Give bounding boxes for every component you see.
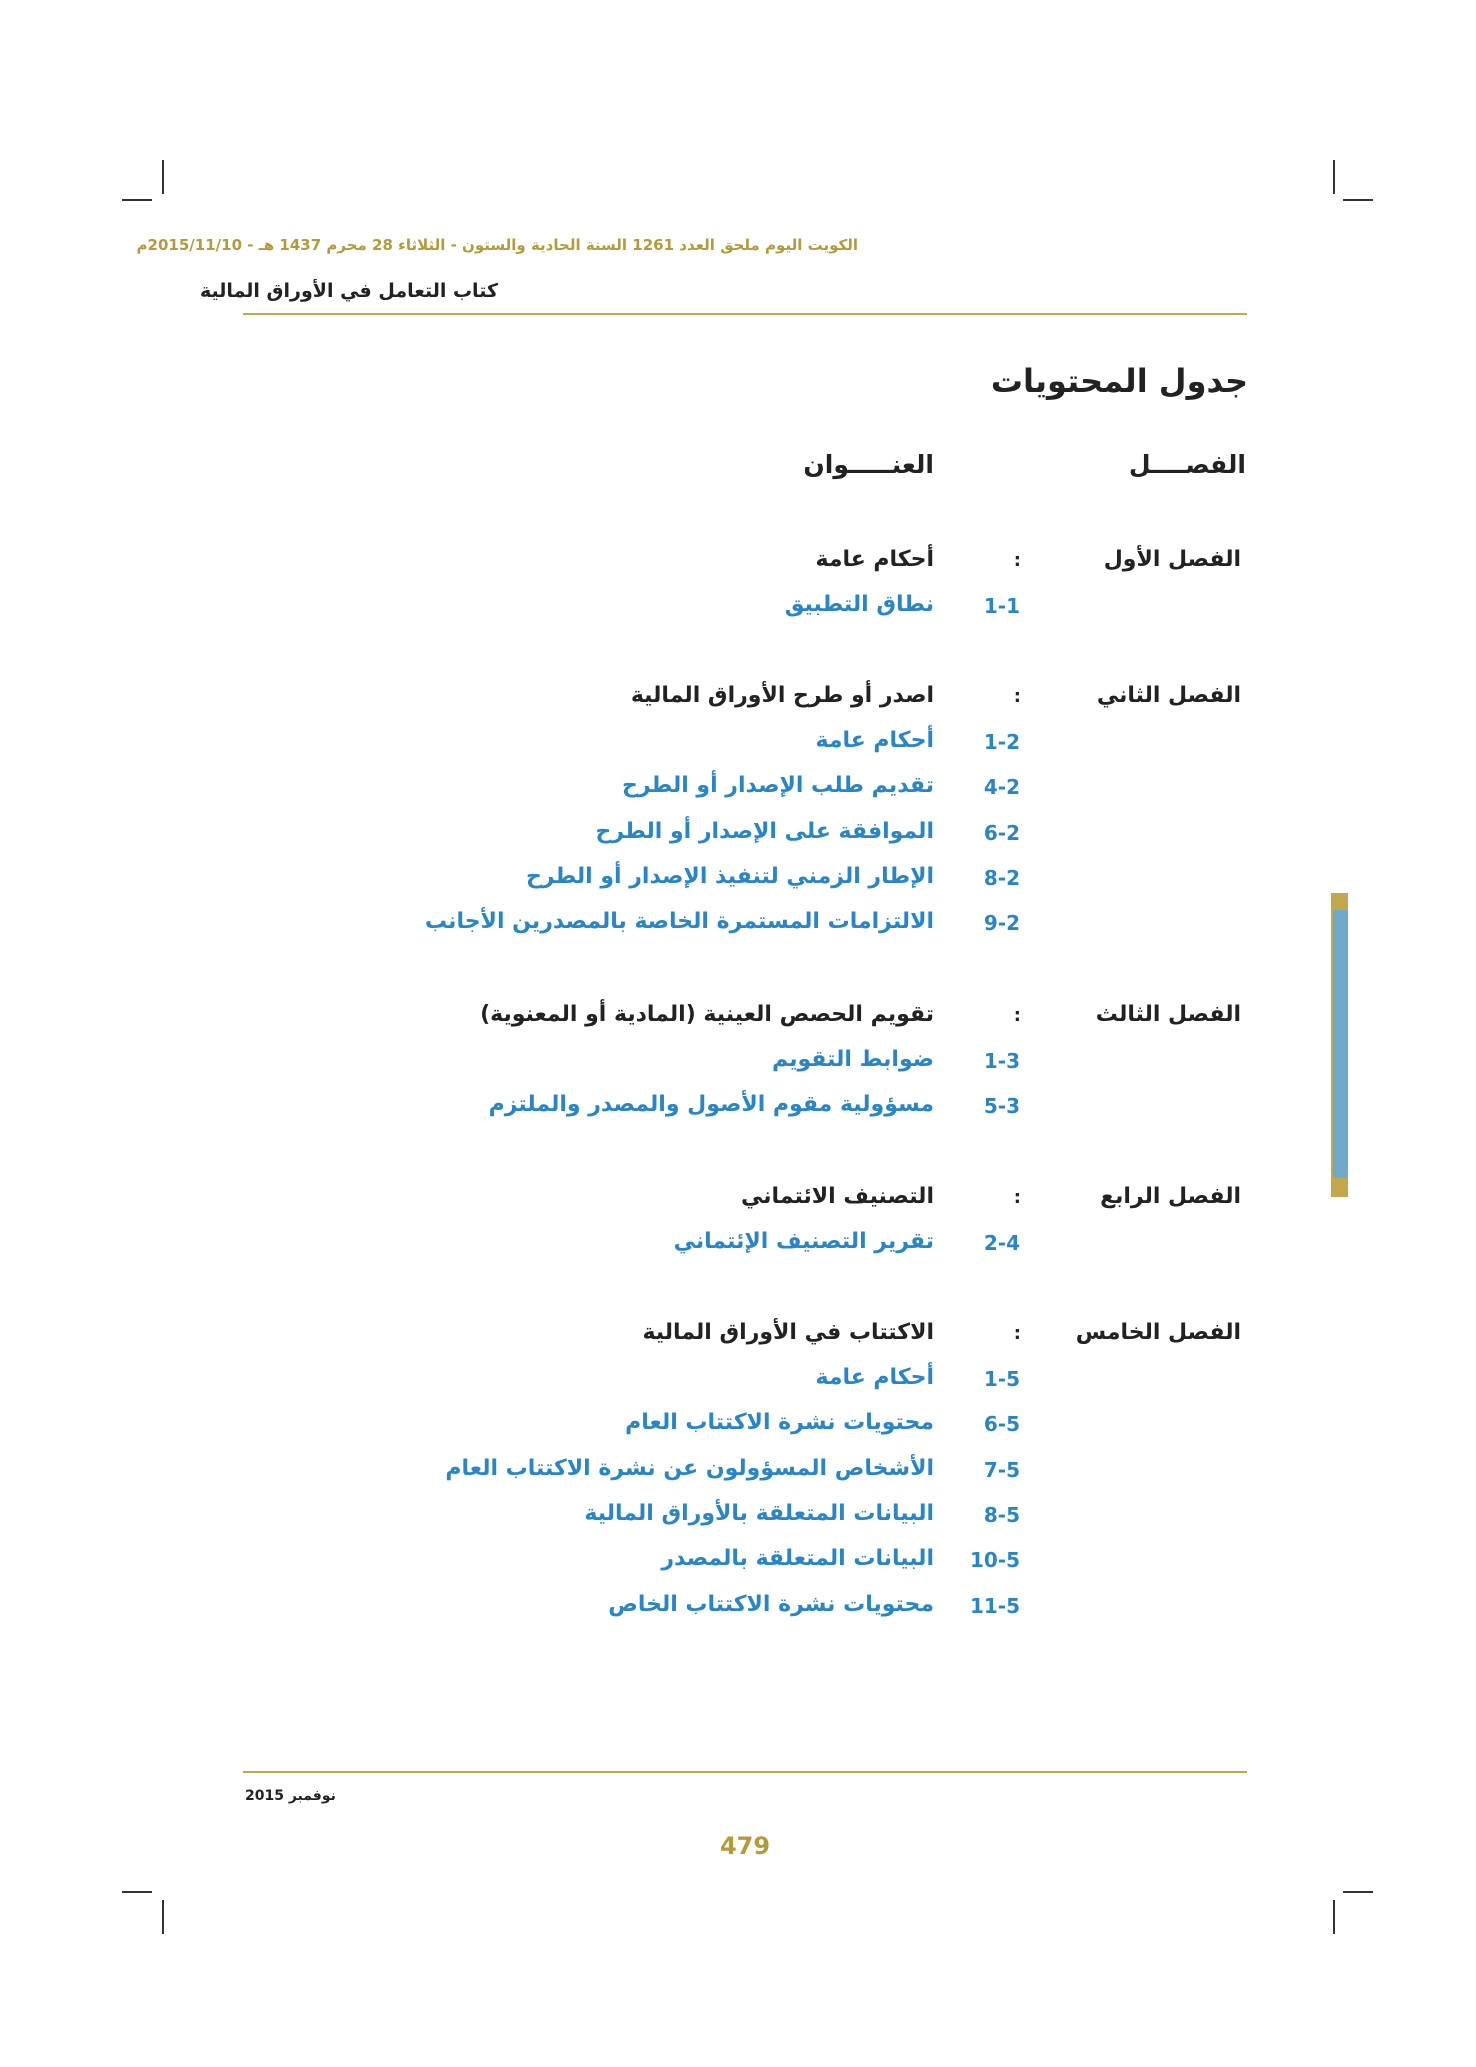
crop-mark [122, 1891, 152, 1893]
section-link[interactable]: مسؤولية مقوم الأصول والمصدر والملتزم [488, 1092, 934, 1117]
crop-mark [1333, 1900, 1335, 1934]
section-number[interactable]: 2-4 [983, 1231, 1020, 1255]
section-number[interactable]: 5-3 [983, 1094, 1020, 1118]
section-number[interactable]: 8-5 [983, 1503, 1020, 1527]
chapter-name: الفصل الثالث [1095, 1002, 1241, 1027]
crop-mark [122, 199, 152, 201]
crop-mark [1343, 199, 1373, 201]
section-link[interactable]: محتويات نشرة الاكتتاب الخاص [608, 1592, 934, 1617]
section-number[interactable]: 4-2 [983, 775, 1020, 799]
crop-mark [1333, 160, 1335, 194]
section-number[interactable]: 7-5 [983, 1458, 1020, 1482]
chapter-colon: : [1013, 1187, 1021, 1208]
section-number[interactable]: 8-2 [983, 866, 1020, 890]
section-link[interactable]: الموافقة على الإصدار أو الطرح [595, 819, 934, 844]
chapter-title: التصنيف الائتماني [741, 1184, 934, 1209]
chapter-colon: : [1013, 1323, 1021, 1344]
chapter-title: اصدر أو طرح الأوراق المالية [630, 683, 934, 708]
column-heading-chapter: الفصــــل [1128, 450, 1246, 479]
chapter-name: الفصل الثاني [1096, 683, 1241, 708]
section-link[interactable]: ضوابط التقويم [772, 1047, 934, 1072]
chapter-title: الاكتتاب في الأوراق المالية [642, 1320, 934, 1345]
chapter-name: الفصل الأول [1103, 547, 1241, 572]
section-number[interactable]: 6-5 [983, 1412, 1020, 1436]
chapter-colon: : [1013, 686, 1021, 707]
section-number[interactable]: 10-5 [969, 1548, 1020, 1572]
section-link[interactable]: محتويات نشرة الاكتتاب العام [625, 1410, 934, 1435]
section-link[interactable]: تقرير التصنيف الإئتماني [673, 1229, 934, 1254]
section-link[interactable]: تقديم طلب الإصدار أو الطرح [621, 773, 934, 798]
section-number[interactable]: 6-2 [983, 821, 1020, 845]
section-link[interactable]: البيانات المتعلقة بالأوراق المالية [584, 1501, 934, 1526]
column-heading-title: العنـــــوان [803, 450, 934, 479]
page-number: 479 [719, 1832, 771, 1860]
crop-mark [1343, 1891, 1373, 1893]
chapter-colon: : [1013, 1005, 1021, 1026]
section-link[interactable]: أحكام عامة [815, 728, 934, 753]
header-rule [243, 313, 1247, 315]
section-link[interactable]: الالتزامات المستمرة الخاصة بالمصدرين الأجانب [424, 909, 934, 934]
chapter-colon: : [1013, 550, 1021, 571]
section-link[interactable]: الأشخاص المسؤولون عن نشرة الاكتتاب العام [445, 1456, 934, 1481]
footer-rule [243, 1771, 1247, 1773]
section-number[interactable]: 11-5 [969, 1594, 1020, 1618]
publication-line: الكويت اليوم ملحق العدد 1261 السنة الحادية والستون - الثلاثاء 28 محرم 1437 هـ - 2015/11/10م [136, 236, 858, 254]
section-number[interactable]: 1-3 [983, 1049, 1020, 1073]
section-link[interactable]: الإطار الزمني لتنفيذ الإصدار أو الطرح [525, 864, 934, 889]
chapter-title: تقويم الحصص العينية (المادية أو المعنوية) [480, 1002, 934, 1027]
book-title: كتاب التعامل في الأوراق المالية [200, 280, 498, 302]
section-number[interactable]: 9-2 [983, 911, 1020, 935]
section-link[interactable]: أحكام عامة [815, 1365, 934, 1390]
footer-date: نوفمبر 2015 [245, 1788, 336, 1804]
section-number[interactable]: 1-1 [983, 594, 1020, 618]
section-number[interactable]: 1-2 [983, 730, 1020, 754]
section-link[interactable]: البيانات المتعلقة بالمصدر [661, 1546, 934, 1571]
crop-mark [162, 160, 164, 194]
side-tab-ornament [1333, 910, 1348, 1178]
toc-title: جدول المحتويات [990, 362, 1248, 400]
section-link[interactable]: نطاق التطبيق [784, 592, 934, 617]
chapter-name: الفصل الخامس [1075, 1320, 1241, 1345]
chapter-title: أحكام عامة [815, 547, 934, 572]
chapter-name: الفصل الرابع [1100, 1184, 1241, 1209]
crop-mark [162, 1900, 164, 1934]
section-number[interactable]: 1-5 [983, 1367, 1020, 1391]
